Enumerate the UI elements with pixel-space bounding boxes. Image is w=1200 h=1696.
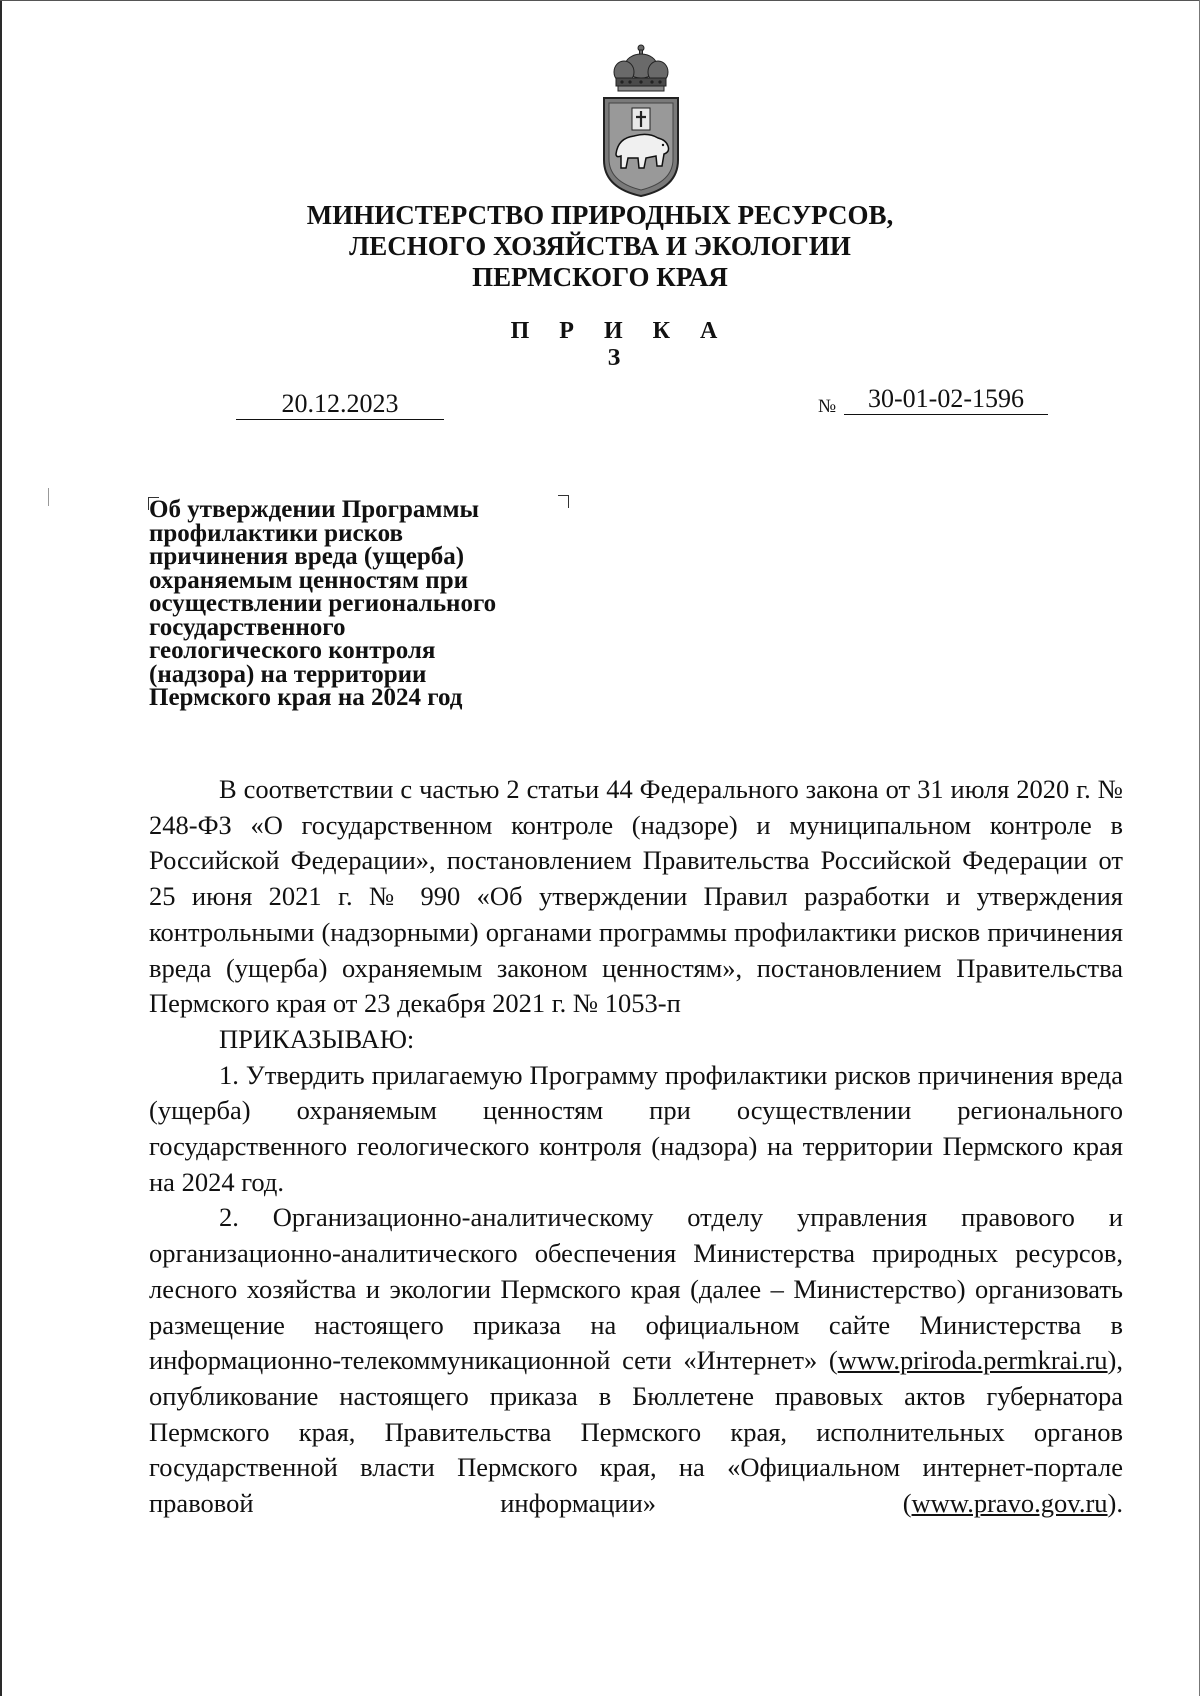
document-body [149, 772, 1123, 1522]
document-title [149, 498, 569, 710]
title-line: причинения вреда (ущерба) [149, 543, 465, 570]
document-type: П Р И К А З [510, 318, 730, 371]
title-line: государственного [149, 613, 346, 641]
title-line: профилактики рисков [149, 519, 404, 547]
pravo-portal-link[interactable]: www.pravo.gov.ru [911, 1488, 1108, 1519]
title-line: охраняемым ценностям при [149, 566, 469, 594]
number-sign: № [818, 396, 837, 417]
document-number: 30-01-02-1596 [844, 384, 1048, 415]
order-word: ПРИКАЗЫВАЮ: [219, 1023, 415, 1054]
title-line: Пермского края на 2024 год [149, 684, 463, 711]
item-2-paragraph [149, 1200, 1123, 1521]
scan-edge-top [0, 0, 1200, 1]
title-line: геологического контроля [149, 637, 436, 664]
document-date: 20.12.2023 [236, 389, 444, 420]
title-line: Об утверждении Программы [149, 496, 479, 523]
ministry-name [200, 200, 1000, 293]
item-2-text-1: 2. Организационно-аналитическому отделу управления правового и организационно-аналитического обеспечения Министерства природных ресурсов, лесного хозяйства и экологии Пермского края (далее – Министерство) организовать размещение настоящего приказа на официальном сайте Министерства в информационно-телекоммуникационной сети «Интернет» ( [149, 1202, 1123, 1376]
preamble-paragraph: В соответствии с частью 2 статьи 44 Федерального закона от 31 июля 2020 г. № 248-ФЗ «О государственном контроле (надзоре) и муниципальном контроле в Российской Федерации», постановлением Правительства Российской Федерации от 25 июня 2021 г. № 990 «Об утверждении Правил разработки и утверждения контрольными (надзорными) органами программы профилактики рисков причинения вреда (ущерба) охраняемым законом ценностям», постановлением Правительства Пермского края от 23 декабря 2021 г. № 1053-п [149, 774, 1123, 1019]
title-line: (надзора) на территории [149, 660, 427, 688]
item-2-text-2: ), опубликование настоящего приказа в Бюллетене правовых актов губернатора Пермского края, Правительства Пермского края, исполнительных органов государственной власти Пермского края, на «Официальном интернет-портале правовой информации» ( [149, 1345, 1123, 1519]
scan-mark [48, 488, 49, 506]
item-2-text-3: ). [1107, 1488, 1123, 1519]
ministry-website-link[interactable]: www.priroda.permkrai.ru [837, 1345, 1108, 1376]
title-line: осуществлении регионального [149, 590, 497, 617]
ministry-line-3: ПЕРМСКОГО КРАЯ [472, 262, 728, 292]
scan-edge-left [0, 0, 2, 1696]
perm-krai-coat-of-arms-icon [600, 42, 682, 198]
item-1-paragraph: 1. Утвердить прилагаемую Программу профилактики рисков причинения вреда (ущерба) охраняемым ценностям при осуществлении регионального государственного геологического контроля (надзора) на территории Пермского края на 2024 год. [149, 1059, 1123, 1197]
ministry-line-2: ЛЕСНОГО ХОЗЯЙСТВА И ЭКОЛОГИИ [349, 231, 851, 261]
ministry-line-1: МИНИСТЕРСТВО ПРИРОДНЫХ РЕСУРСОВ, [306, 200, 894, 230]
